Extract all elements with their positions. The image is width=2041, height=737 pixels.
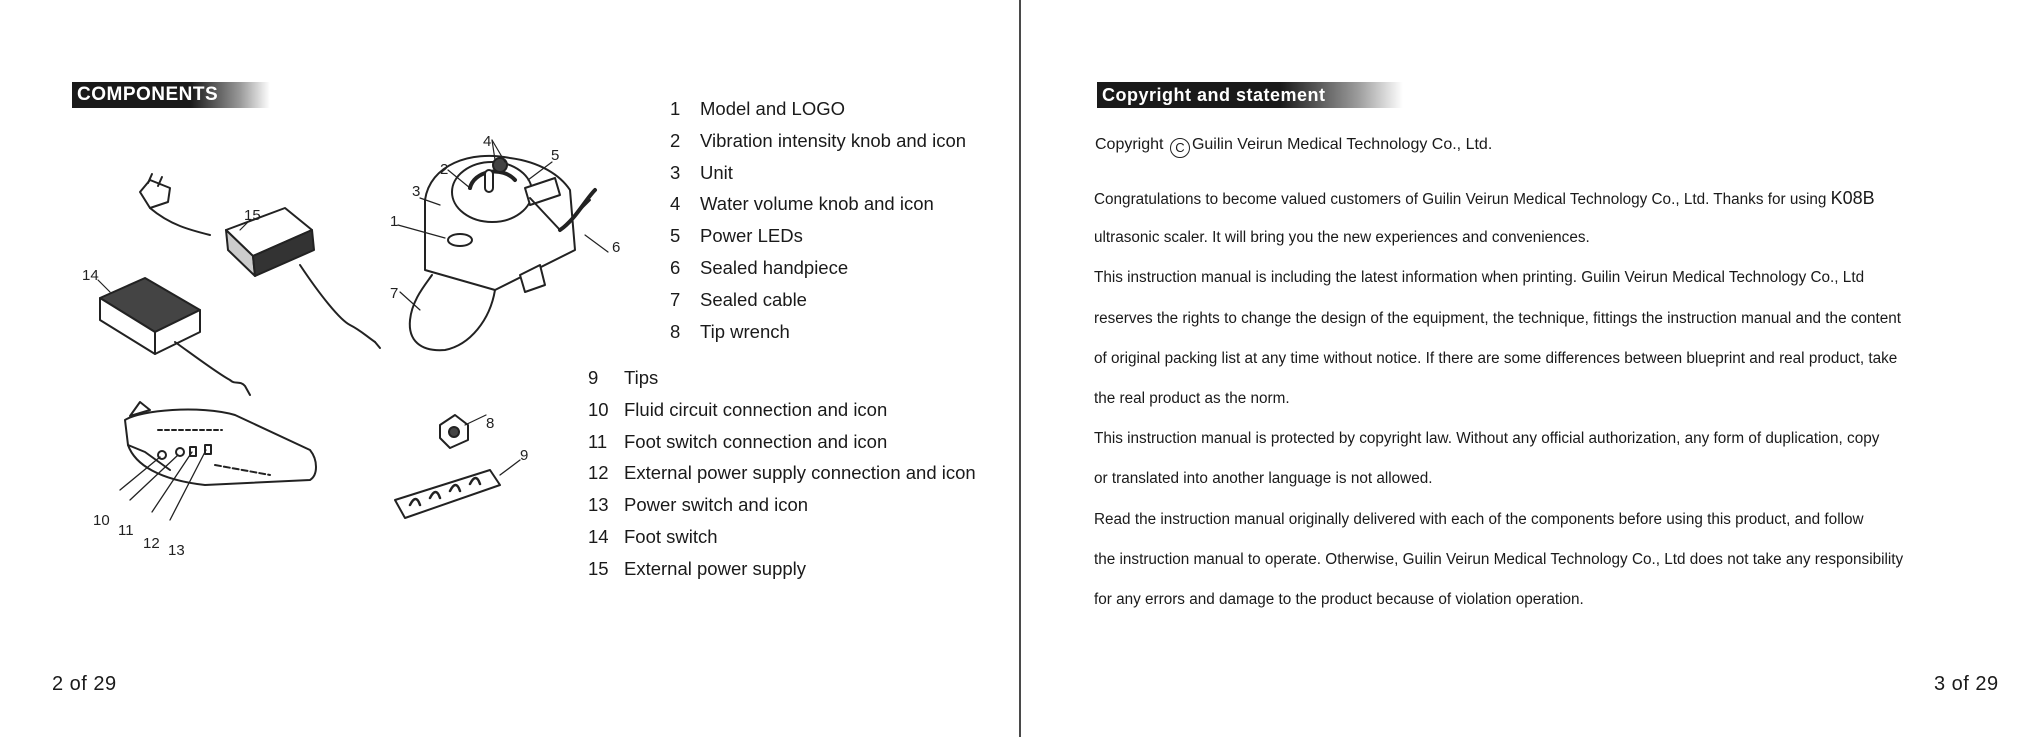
list-item: 10 Fluid circuit connection and icon bbox=[588, 398, 888, 420]
list-item: 6 Sealed handpiece bbox=[670, 256, 849, 278]
copyright-heading: Copyright and statement bbox=[1097, 82, 1403, 108]
statement-line: of original packing list at any time without notice. If there are some differences between blueprint and real product, take bbox=[1094, 349, 1898, 367]
figure-label-7: 7 bbox=[390, 285, 399, 302]
statement-line: This instruction manual is protected by copyright law. Without any official authorization, any form of duplication, copy bbox=[1094, 430, 1880, 448]
left-page bbox=[0, 0, 1020, 737]
list-item: 14 Foot switch bbox=[588, 525, 718, 547]
components-list-main bbox=[670, 93, 966, 347]
statement-line: the real product as the norm. bbox=[1094, 389, 1290, 407]
list-item: 7 Sealed cable bbox=[670, 288, 807, 310]
list-item: 15 External power supply bbox=[588, 557, 807, 579]
figure-label-13: 13 bbox=[168, 542, 185, 559]
figure-label-6: 6 bbox=[612, 239, 621, 256]
list-item: 9 Tips bbox=[588, 367, 659, 388]
components-list-more bbox=[588, 362, 976, 585]
figure-label-5: 5 bbox=[551, 147, 560, 164]
copyright-holder: Guilin Veirun Medical Technology Co., Ltd. bbox=[1191, 136, 1493, 153]
list-item: 1 Model and LOGO bbox=[670, 98, 845, 119]
statement-line: Read the instruction manual originally delivered with each of the components before using this product, and follow bbox=[1094, 510, 1864, 528]
foot-switch-illustration bbox=[100, 278, 250, 395]
list-item: 8 Tip wrench bbox=[670, 320, 790, 342]
copyright-symbol: C bbox=[1170, 138, 1190, 158]
list-item: 5 Power LEDs bbox=[670, 225, 803, 247]
model-name: K08B bbox=[1830, 188, 1875, 208]
figure-label-9: 9 bbox=[520, 447, 529, 464]
page-number-left: 2 of 29 bbox=[52, 673, 117, 695]
figure-label-8: 8 bbox=[486, 415, 495, 432]
figure-label-1: 1 bbox=[390, 213, 399, 230]
figure-label-15: 15 bbox=[244, 207, 261, 224]
list-item: 12 External power supply connection and icon bbox=[588, 462, 976, 484]
list-item: 3 Unit bbox=[670, 161, 733, 183]
page-number-right: 3 of 29 bbox=[1934, 673, 1999, 695]
list-item: 2 Vibration intensity knob and icon bbox=[670, 129, 967, 151]
copyright-statement bbox=[1094, 178, 1994, 620]
list-item: 13 Power switch and icon bbox=[588, 494, 809, 516]
components-illustration bbox=[0, 80, 621, 580]
figure-label-3: 3 bbox=[412, 183, 421, 200]
statement-line: the instruction manual to operate. Otherwise, Guilin Veirun Medical Technology Co., Ltd does not take any responsibility bbox=[1094, 550, 1904, 568]
unit-side-view-illustration bbox=[120, 402, 316, 520]
figure-label-14: 14 bbox=[82, 267, 99, 284]
list-item: 4 Water volume knob and icon bbox=[670, 193, 934, 215]
statement-line: reserves the rights to change the design of the equipment, the technique, fittings the instruction manual and the content bbox=[1094, 309, 1902, 327]
figure-label-11: 11 bbox=[118, 522, 134, 539]
copyright-line: Copyright C Guilin Veirun Medical Technology Co., Ltd. bbox=[1095, 136, 1492, 158]
statement-line: This instruction manual is including the latest information when printing. Guilin Veirun Medical Technology Co., Ltd bbox=[1094, 269, 1865, 287]
list-item: 11 Foot switch connection and icon bbox=[588, 430, 888, 452]
figure-label-10: 10 bbox=[93, 512, 110, 529]
statement-line: ultrasonic scaler. It will bring you the new experiences and conveniences. bbox=[1094, 229, 1590, 247]
figure-label-12: 12 bbox=[143, 535, 160, 552]
statement-line: for any errors and damage to the product because of violation operation. bbox=[1094, 590, 1584, 608]
statement-line: Congratulations to become valued customers of Guilin Veirun Medical Technology Co., Ltd. Thanks for using K08B bbox=[1094, 188, 1875, 208]
figure-label-2: 2 bbox=[440, 161, 449, 178]
components-heading: COMPONENTS bbox=[72, 82, 270, 108]
right-page bbox=[1021, 0, 2041, 737]
figure-label-4: 4 bbox=[483, 133, 492, 150]
statement-line: or translated into another language is not allowed. bbox=[1094, 470, 1433, 488]
scaler-unit-illustration bbox=[410, 156, 595, 350]
tips-and-wrench-illustration bbox=[395, 415, 520, 518]
